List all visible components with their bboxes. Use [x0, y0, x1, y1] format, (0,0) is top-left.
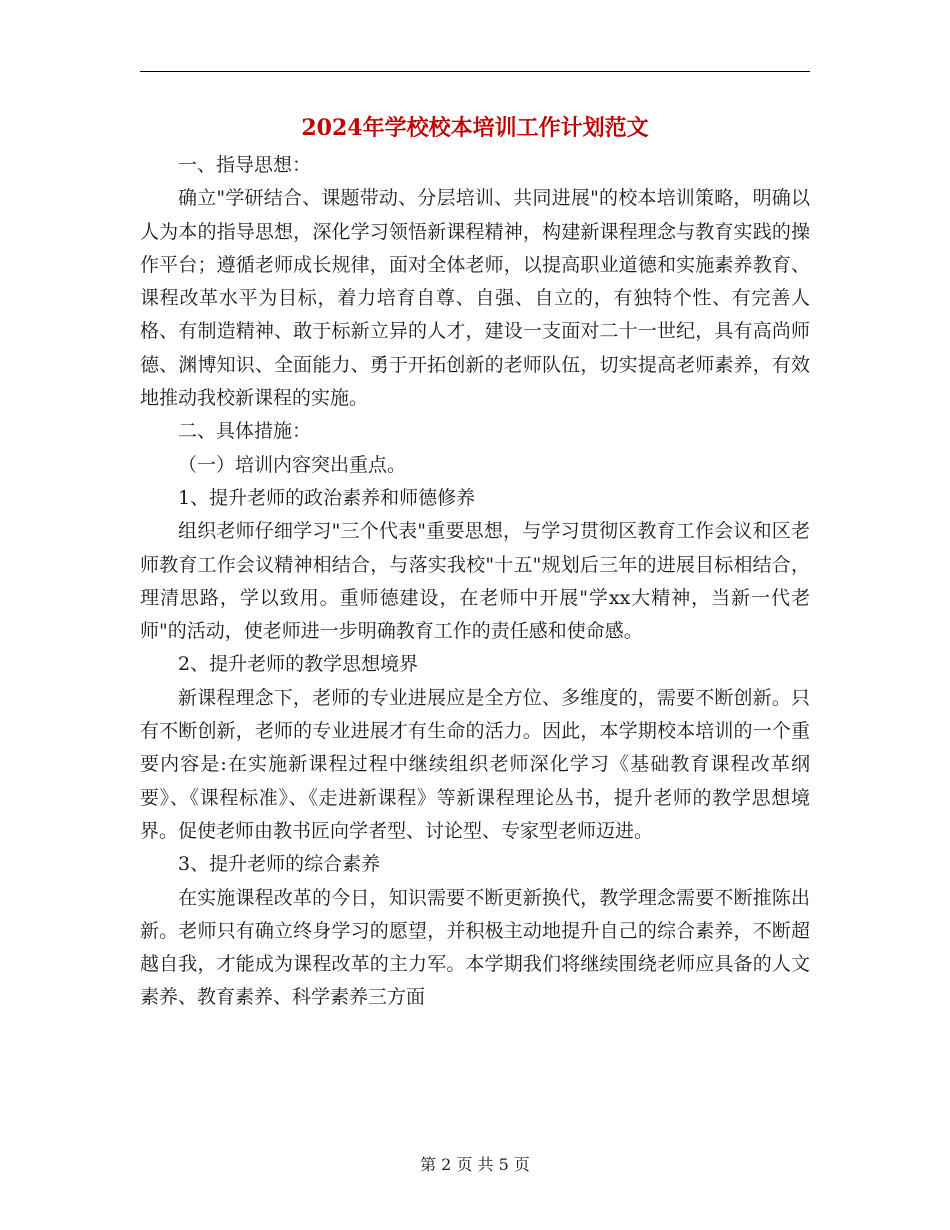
item-heading: 2、提升老师的教学思想境界 — [178, 653, 419, 676]
item-heading: 1、提升老师的政治素养和师德修养 — [178, 486, 476, 509]
body-paragraph: 组织老师仔细学习"三个代表"重要思想，与学习贯彻区教育工作会议和区老师教育工作会议精神相结合，与落实我校"十五"规划后三年的进展目标相结合，理清思路，学以致用。重师德建设，在老师中开展"学xx大精神，当新一代老师"的活动，使老师进一步明确教育工作的责任感和使命感。 — [140, 520, 810, 643]
section-heading-specific-measures: 二、具体措施： — [178, 420, 312, 443]
body-paragraph: 确立"学研结合、课题带动、分层培训、共同进展"的校本培训策略，明确以人为本的指导思想，深化学习领悟新课程精神，构建新课程理念与教育实践的操作平台；遵循老师成长规律，面对全体老师，以提高职业道德和实施素养教育、课程改革水平为目标，着力培育自尊、自强、自立的，有独特个性、有完善人格、有制造精神、敢于标新立异的人才，建设一支面对二十一世纪，具有高尚师德、渊博知识、全面能力、勇于开拓创新的老师队伍，切实提高老师素养，有效地推动我校新课程的实施。 — [140, 187, 810, 410]
body-paragraph: 新课程理念下，老师的专业进展应是全方位、多维度的，需要不断创新。只有不断创新，老师的专业进展才有生命的活力。因此，本学期校本培训的一个重要内容是:在实施新课程过程中继续组织老师深化学习《基础教育课程改革纲要》、《课程标准》、《走进新课程》等新课程理论丛书，提升老师的教学思想境界。促使老师由教书匠向学者型、讨论型、专家型老师迈进。 — [140, 686, 810, 842]
document-title: 2024年学校校本培训工作计划范文 — [301, 115, 649, 141]
body-paragraph: 在实施课程改革的今日，知识需要不断更新换代，教学理念需要不断推陈出新。老师只有确立终身学习的愿望，并积极主动地提升自己的综合素养，不断超越自我，才能成为课程改革的主力军。本学期我们将继续围绕老师应具备的人文素养、教育素养、科学素养三方面 — [140, 886, 810, 1009]
item-heading: 3、提升老师的综合素养 — [178, 853, 381, 876]
document-body — [140, 149, 810, 1015]
section-heading-guiding-ideology: 一、指导思想： — [178, 154, 312, 176]
page-number-footer: 第 2 页 共 5 页 — [420, 1155, 530, 1174]
subsection-heading: （一）培训内容突出重点。 — [178, 453, 407, 476]
header-rule — [140, 71, 810, 72]
